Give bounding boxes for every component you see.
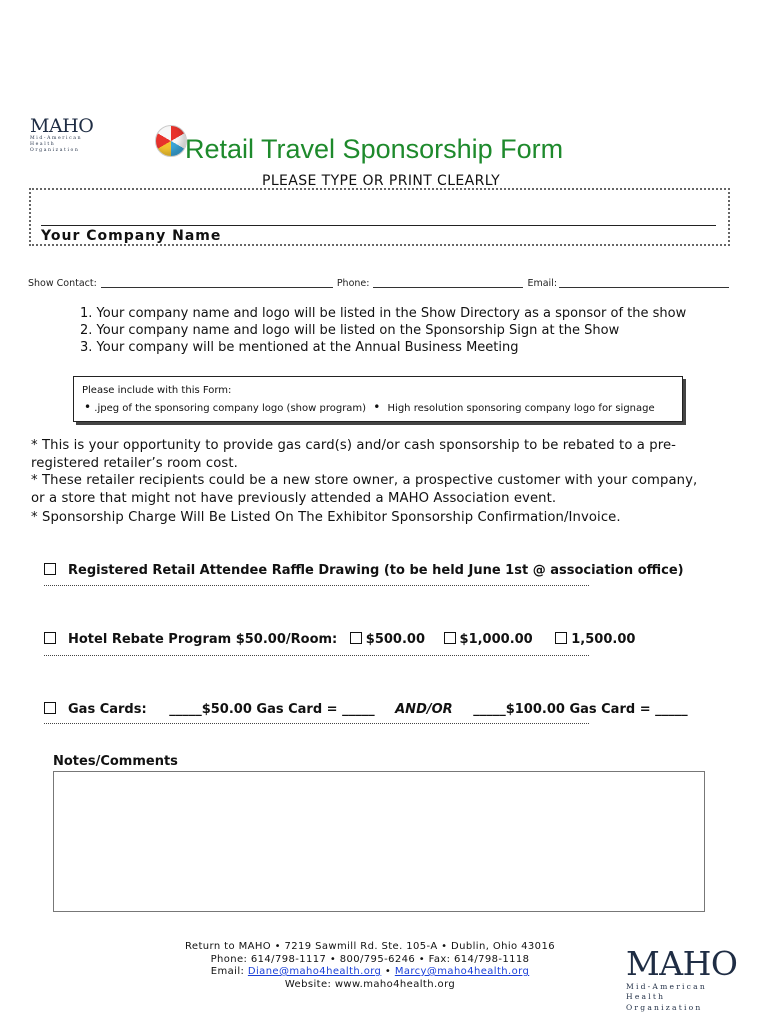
hotel-choice-label: 1,500.00 xyxy=(571,632,636,647)
hotel-rebate-checkbox[interactable] xyxy=(44,632,56,644)
divider xyxy=(44,585,589,586)
divider xyxy=(44,723,589,724)
hotel-choice-label: $500.00 xyxy=(365,632,425,647)
footer-website: Website: www.maho4health.org xyxy=(284,978,456,990)
raffle-option[interactable] xyxy=(44,563,684,578)
hotel-rebate-option xyxy=(44,632,635,647)
show-contact-field[interactable] xyxy=(101,287,333,288)
include-title: Please include with this Form: xyxy=(82,385,232,396)
hotel-choice-500[interactable] xyxy=(350,632,425,647)
company-name-input[interactable] xyxy=(41,206,716,226)
hotel-choice-1000[interactable] xyxy=(444,632,533,647)
footer-address: Return to MAHO • 7219 Sawmill Rd. Ste. 105-A • Dublin, Ohio 43016 xyxy=(185,941,555,952)
benefits-list xyxy=(80,305,686,356)
benefit-item: 1. Your company name and logo will be listed in the Show Directory as a sponsor of the show xyxy=(80,306,687,321)
contact-row xyxy=(28,278,740,289)
include-box xyxy=(73,376,683,422)
benefit-item: 2. Your company name and logo will be listed on the Sponsorship Sign at the Show xyxy=(80,323,620,338)
footer-contact xyxy=(160,941,580,991)
checkbox-icon[interactable] xyxy=(350,632,362,644)
note-item: * These retailer recipients could be a new store owner, a prospective customer with your company, or a store that might not have previously attended a MAHO Association event. xyxy=(31,473,698,506)
sponsorship-notes xyxy=(31,437,701,527)
bullet-icon: • xyxy=(384,966,392,977)
checkbox-icon[interactable] xyxy=(444,632,456,644)
page-subtitle: PLEASE TYPE OR PRINT CLEARLY xyxy=(262,173,501,189)
include-item: .jpeg of the sponsoring company logo (show program) xyxy=(94,403,367,414)
footer-emails xyxy=(160,966,580,979)
email-link-marcy[interactable]: Marcy@maho4health.org xyxy=(394,966,530,977)
logo-text: MAHO xyxy=(30,115,94,137)
company-name-label: Your Company Name xyxy=(41,228,222,244)
show-contact-label: Show Contact: xyxy=(28,278,97,289)
footer-phones: Phone: 614/798-1117 • 800/795-6246 • Fax: 614/798-1118 xyxy=(210,953,530,965)
phone-label: Phone: xyxy=(336,278,370,289)
benefit-item: 3. Your company will be mentioned at the Annual Business Meeting xyxy=(80,340,519,355)
phone-field[interactable] xyxy=(373,287,523,288)
logo-subtitle: Mid-American Health xyxy=(30,136,83,148)
email-field[interactable] xyxy=(559,287,729,288)
logo-subtitle: Organization xyxy=(626,1002,703,1012)
comments-label: Notes/Comments xyxy=(53,754,178,769)
gas-card-100-field[interactable]: _____$100.00 Gas Card = _____ xyxy=(473,702,688,717)
divider xyxy=(44,655,589,656)
email-label: Email: xyxy=(210,966,245,977)
gas-cards-checkbox[interactable] xyxy=(44,702,56,714)
raffle-label: Registered Retail Attendee Raffle Drawing (to be held June 1st @ association office) xyxy=(68,563,684,578)
include-items xyxy=(84,400,655,414)
hotel-choice-label: $1,000.00 xyxy=(459,632,533,647)
beach-ball-icon xyxy=(155,125,187,157)
logo-subtitle: Organization xyxy=(30,148,80,154)
note-item: * Sponsorship Charge Will Be Listed On The Exhibitor Sponsorship Confirmation/Invoice. xyxy=(31,510,621,525)
maho-logo-small xyxy=(30,117,110,155)
logo-subtitle: Mid-American Health xyxy=(626,982,707,1002)
raffle-checkbox[interactable] xyxy=(44,563,56,575)
and-or-text: AND/OR xyxy=(395,702,453,717)
bullet-icon: • xyxy=(84,400,92,414)
include-item: High resolution sponsoring company logo for signage xyxy=(387,403,655,414)
page-title: Retail Travel Sponsorship Form xyxy=(185,134,564,164)
email-link-diane[interactable]: Diane@maho4health.org xyxy=(247,966,382,977)
note-item: * This is your opportunity to provide gas card(s) and/or cash sponsorship to be rebated to a pre-registered retailer’s room cost. xyxy=(31,438,677,471)
bullet-icon: • xyxy=(373,400,381,414)
logo-text: MAHO xyxy=(626,944,738,983)
comments-textarea[interactable] xyxy=(53,771,705,912)
hotel-choice-1500[interactable] xyxy=(555,632,635,647)
hotel-rebate-label: Hotel Rebate Program $50.00/Room: xyxy=(68,632,338,647)
maho-logo-large xyxy=(626,946,744,1013)
company-name-box xyxy=(29,188,730,246)
gas-cards-label: Gas Cards: xyxy=(68,702,147,717)
email-label: Email: xyxy=(527,278,558,289)
gas-cards-option xyxy=(44,702,688,717)
gas-card-50-field[interactable]: _____$50.00 Gas Card = _____ xyxy=(169,702,375,717)
checkbox-icon[interactable] xyxy=(555,632,567,644)
